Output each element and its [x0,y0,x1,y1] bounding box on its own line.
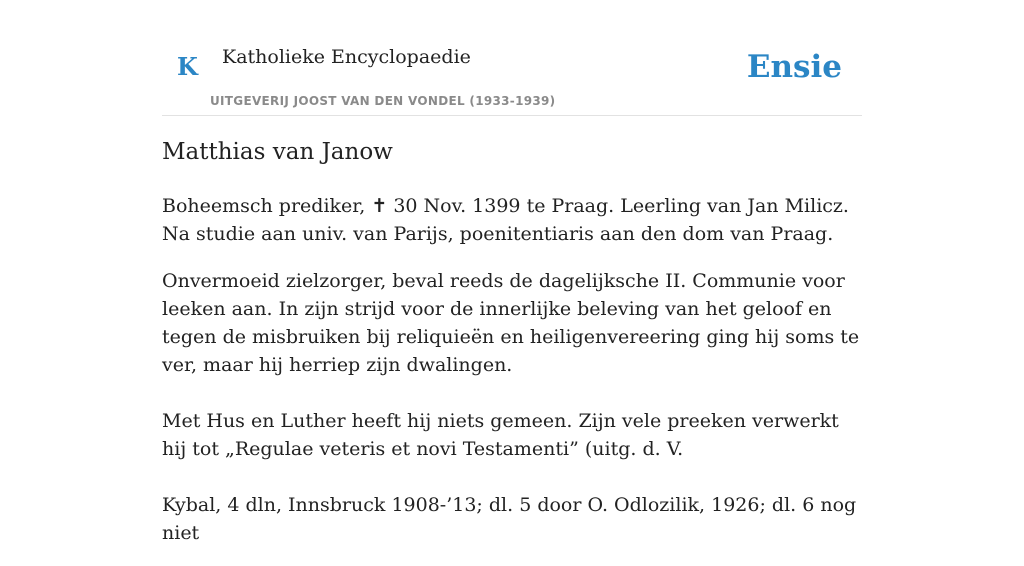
site-header [162,0,862,116]
article-paragraph: Boheemsch prediker, ✝ 30 Nov. 1399 te Praag. Leerling van Jan Milicz. Na studie aan univ. van Parijs, poenitentiaris aan den dom van Praag. [162,195,849,245]
article-title: Matthias van Janow [162,139,393,165]
article-paragraph: Kybal, 4 dln, Innsbruck 1908-’13; dl. 5 door O. Odlozilik, 1926; dl. 6 nog niet [162,494,857,544]
article-body [162,192,862,566]
article-paragraph: Onvermoeid zielzorger, beval reeds de dagelijksche II. Communie voor leeken aan. In zijn strijd voor de innerlijke beleving van het geloof en tegen de misbruiken bij reliquieën en heiligenvereering ging hij soms te ver, maar hij herriep zijn dwalingen. [162,270,860,376]
site-logo-icon[interactable]: K [177,52,198,81]
site-title[interactable]: Katholieke Encyclopaedie [222,46,471,68]
content-container [162,0,862,544]
ensie-brand-logo[interactable]: Ensie [746,49,842,85]
publisher-subtitle: UITGEVERIJ JOOST VAN DEN VONDEL (1933-1939) [210,94,556,108]
article-paragraph: Met Hus en Luther heeft hij niets gemeen. Zijn vele preeken verwerkt hij tot „Regulae veteris et novi Testamenti” (uitg. d. V. [162,410,839,460]
